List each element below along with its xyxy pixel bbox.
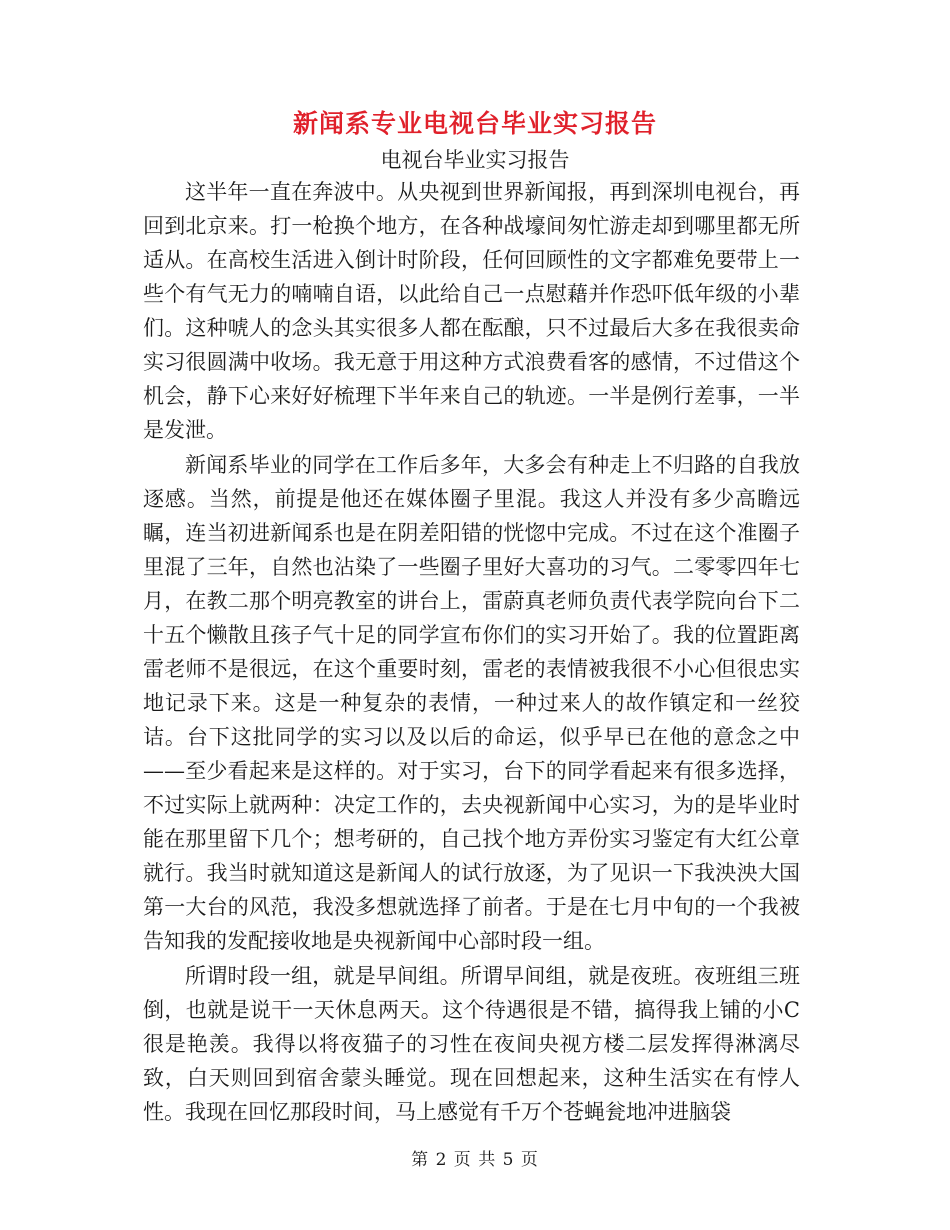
page-footer: 第 2 页 共 5 页 bbox=[411, 1150, 539, 1170]
body-paragraph: 这半年一直在奔波中。从央视到世界新闻报，再到深圳电视台，再回到北京来。打一枪换个地方，在各种战壕间匆忙游走却到哪里都无所适从。在高校生活进入倒计时阶段，任何回顾性的文字都难免要带上一些个有气无力的喃喃自语，以此给自己一点慰藉并作恐吓低年级的小辈们。这种唬人的念头其实很多人都在酝酿，只不过最后大多在我很卖命实习很圆满中收场。我无意于用这种方式浪费看客的感情，不过借这个机会，静下心来好好梳理下半年来自己的轨迹。一半是例行差事，一半是发泄。 bbox=[143, 180, 800, 442]
body-paragraph: 所谓时段一组，就是早间组。所谓早间组，就是夜班。夜班组三班倒，也就是说干一天休息两天。这个待遇很是不错，搞得我上铺的小C很是艳羡。我得以将夜猫子的习性在夜间央视方楼二层发挥得淋漓尽致，白天则回到宿舍蒙头睡觉。现在回想起来，这种生活实在有悖人性。我现在回忆那段时间，马上感觉有千万个苍蝇瓮地冲进脑袋 bbox=[143, 964, 800, 1124]
document-subtitle: 电视台毕业实习报告 bbox=[380, 148, 570, 172]
body-paragraph: 新闻系毕业的同学在工作后多年，大多会有种走上不归路的自我放逐感。当然，前提是他还在媒体圈子里混。我这人并没有多少高瞻远瞩，连当初进新闻系也是在阴差阳错的恍惚中完成。不过在这个准圈子里混了三年，自然也沾染了一些圈子里好大喜功的习气。二零零四年七月，在教二那个明亮教室的讲台上，雷蔚真老师负责代表学院向台下二十五个懒散且孩子气十足的同学宣布你们的实习开始了。我的位置距离雷老师不是很远，在这个重要时刻，雷老的表情被我很不小心但很忠实地记录下来。这是一种复杂的表情，一种过来人的故作镇定和一丝狡诘。台下这批同学的实习以及以后的命运，似乎早已在他的意念之中——至少看起来是这样的。对于实习，台下的同学看起来有很多选择，不过实际上就两种：决定工作的，去央视新闻中心实习，为的是毕业时能在那里留下几个；想考研的，自己找个地方弄份实习鉴定有大红公章就行。我当时就知道这是新闻人的试行放逐，为了见识一下我泱泱大国第一大台的风范，我没多想就选择了前者。于是在七月中旬的一个我被告知我的发配接收地是央视新闻中心部时段一组。 bbox=[143, 453, 800, 953]
document-title: 新闻系专业电视台毕业实习报告 bbox=[292, 109, 657, 138]
document-body bbox=[143, 175, 800, 1129]
